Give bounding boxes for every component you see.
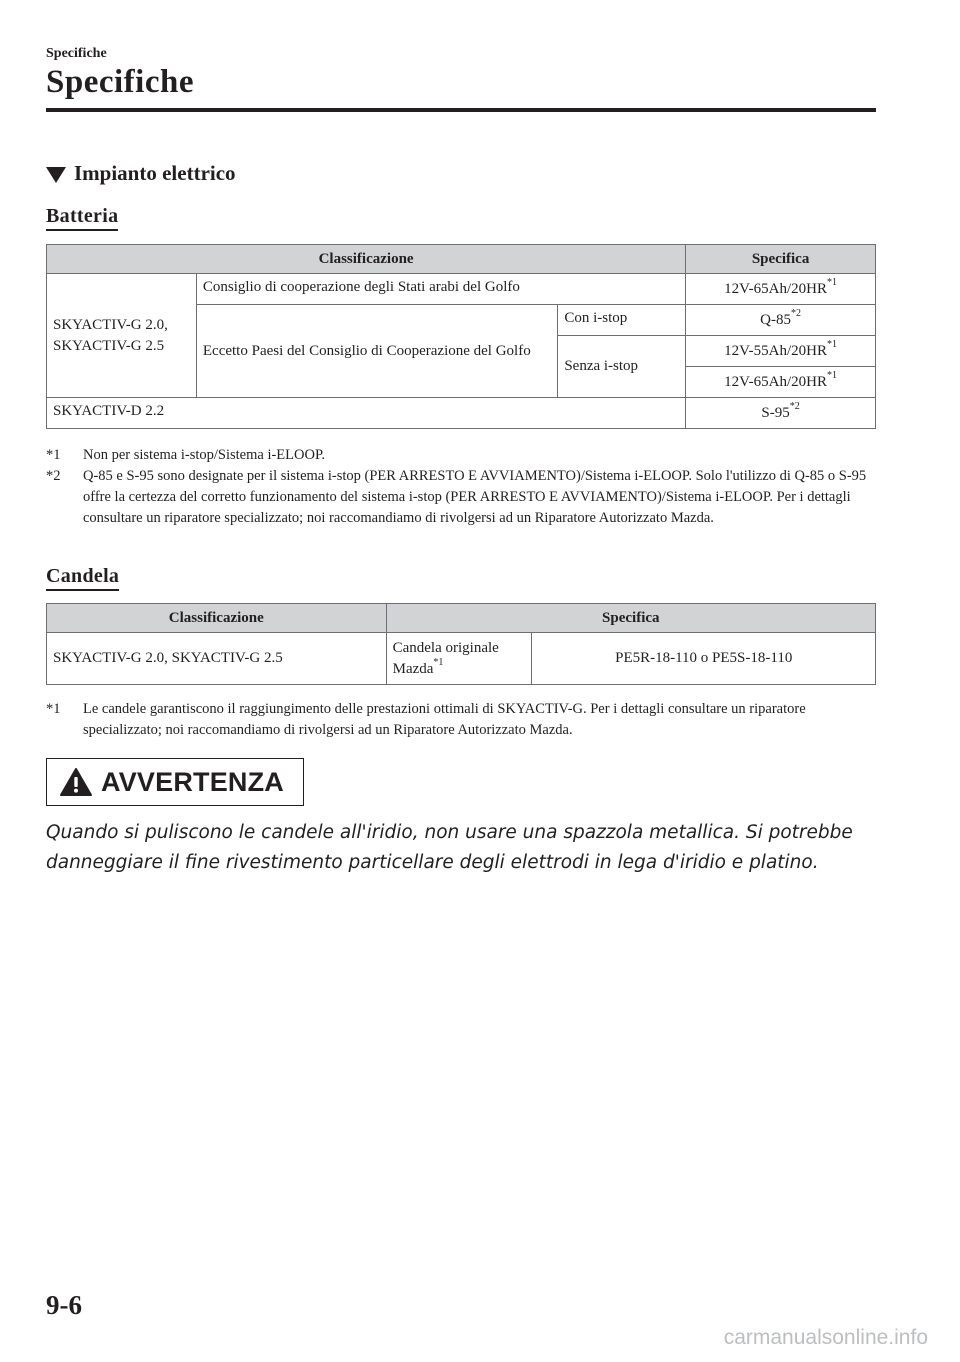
warning-box bbox=[46, 758, 304, 806]
table-row bbox=[47, 633, 876, 685]
batteria-table bbox=[46, 244, 876, 429]
header-specifica: Specifica bbox=[686, 245, 876, 274]
warning-triangle-icon bbox=[59, 767, 93, 797]
section-title-text: Impianto elettrico bbox=[74, 161, 236, 185]
batteria-notes bbox=[46, 445, 878, 529]
cell-non-gcc: Eccetto Paesi del Consiglio di Cooperazione del Golfo bbox=[196, 305, 557, 398]
cell-senza-spec-1: 12V-55Ah/20HR$^{*1}$ bbox=[686, 336, 876, 367]
footnote: *2 Q-85 e S-95 sono designate per il sistema i-stop (PER ARRESTO E AVVIAMENTO)/Sistema i-ELOOP. Solo l'utilizzo di Q-85 o S-95 offre la certezza del corretto funzionamento del sistema i-stop (PER ARRESTO E AVVIAMENTO)/Sistema i-ELOOP. Per i dettagli consultare un riparatore specializzato; noi raccomandiamo di rivolgersi ad un Riparatore Autorizzato Mazda. bbox=[46, 468, 867, 527]
cell-engine-gas: SKYACTIV-G 2.0, SKYACTIV-G 2.5 bbox=[47, 274, 197, 398]
cell-spec: PE5R-18-110 o PE5S-18-110 bbox=[532, 633, 876, 685]
section-title bbox=[46, 161, 236, 186]
header-specifica: Specifica bbox=[386, 604, 875, 633]
table-row bbox=[47, 398, 876, 429]
cell-engine: SKYACTIV-G 2.0, SKYACTIV-G 2.5 bbox=[47, 633, 387, 685]
cell-diesel-spec: S-95$^{*2}$ bbox=[686, 398, 876, 429]
table-header-row bbox=[47, 245, 876, 274]
table-header-row bbox=[47, 604, 876, 633]
triangle-down-icon bbox=[46, 167, 66, 183]
cell-type: Candela originale Mazda$^{*1}$ bbox=[386, 633, 532, 685]
chapter-title: Specifiche bbox=[46, 64, 194, 100]
table-row bbox=[47, 274, 876, 305]
cell-gcc-spec: 12V-65Ah/20HR$^{*1}$ bbox=[686, 274, 876, 305]
warning-text: Quando si puliscono le candele all'iridio, non usare una spazzola metallica. Si potrebbe danneggiare il fine rivestimento particellare degli elettrodi in lega d'iridio e platino. bbox=[46, 822, 853, 873]
cell-con-istop-spec: Q-85$^{*2}$ bbox=[686, 305, 876, 336]
header-rule bbox=[46, 108, 876, 112]
candela-table bbox=[46, 603, 876, 685]
batteria-title: Batteria bbox=[46, 205, 118, 231]
warning-label: AVVERTENZA bbox=[101, 766, 285, 797]
cell-gcc: Consiglio di cooperazione degli Stati arabi del Golfo bbox=[196, 274, 685, 305]
watermark: carmanualsonline.info bbox=[723, 1326, 928, 1349]
cell-con-istop: Con i-stop bbox=[558, 305, 686, 336]
page-number: 9-6 bbox=[46, 1290, 82, 1320]
cell-senza-spec-2: 12V-65Ah/20HR$^{*1}$ bbox=[686, 367, 876, 398]
candela-title: Candela bbox=[46, 565, 119, 591]
footnote: *1 Le candele garantiscono il raggiungimento delle prestazioni ottimali di SKYACTIV-G. Per i dettagli consultare un riparatore specializzato; noi raccomandiamo di rivolgersi ad un Riparatore Autorizzato Mazda. bbox=[46, 701, 806, 739]
header-classificazione: Classificazione bbox=[47, 245, 686, 274]
header-classificazione: Classificazione bbox=[47, 604, 387, 633]
cell-senza-istop: Senza i-stop bbox=[558, 336, 686, 398]
footnote: *1 Non per sistema i-stop/Sistema i-ELOOP. bbox=[46, 447, 326, 463]
candela-notes bbox=[46, 699, 878, 741]
running-head: Specifiche bbox=[46, 46, 107, 61]
cell-diesel: SKYACTIV-D 2.2 bbox=[47, 398, 686, 429]
